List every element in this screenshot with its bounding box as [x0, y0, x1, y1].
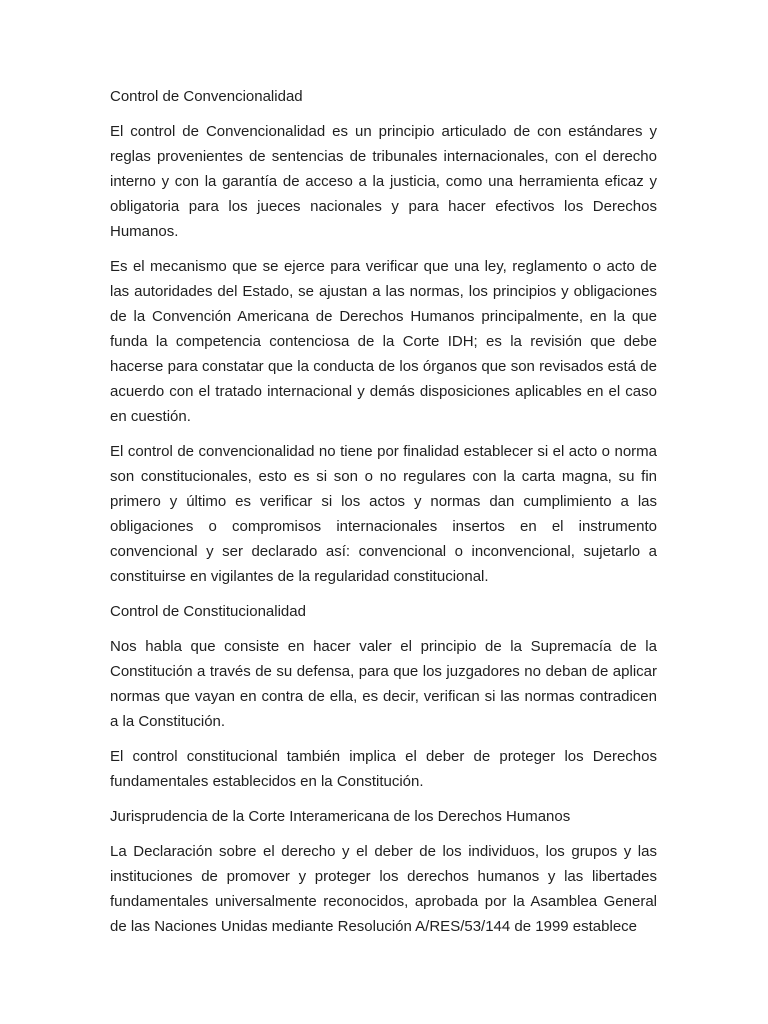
paragraph-4: Nos habla que consiste en hacer valer el principio de la Supremacía de la Constitución a través de su defensa, para que los juzgadores no deban de aplicar normas que vayan en contra de ella, es decir, verifican si las normas contradicen a la Constitución. [110, 638, 657, 730]
paragraph-2: Es el mecanismo que se ejerce para verificar que una ley, reglamento o acto de las autoridades del Estado, se ajustan a las normas, los principios y obligaciones de la Convención Americana de Derechos Humanos principalmente, en la que funda la competencia contenciosa de la Corte IDH; es la revisión que debe hacerse para constatar que la conducta de los órganos que son revisados está de acuerdo con el tratado internacional y demás disposiciones aplicables en el caso en cuestión. [110, 258, 657, 425]
paragraph-3: El control de convencionalidad no tiene por finalidad establecer si el acto o norma son constitucionales, esto es si son o no regulares con la carta magna, su fin primero y último es verificar si los actos y normas dan cumplimiento a las obligaciones o compromisos internacionales insertos en el instrumento convencional y ser declarado así: convencional o inconvencional, sujetarlo a constituirse en vigilantes de la regularidad constitucional. [110, 443, 657, 585]
paragraph-1: El control de Convencionalidad es un principio articulado de con estándares y reglas provenientes de sentencias de tribunales internacionales, con el derecho interno y con la garantía de acceso a la justicia, como una herramienta eficaz y obligatoria para los jueces nacionales y para hacer efectivos los Derechos Humanos. [110, 123, 657, 240]
paragraph-5: El control constitucional también implica el deber de proteger los Derechos fundamentales establecidos en la Constitución. [110, 748, 657, 790]
section-heading-constitucionalidad: Control de Constitucionalidad [110, 603, 306, 620]
section-heading-convencionalidad: Control de Convencionalidad [110, 88, 303, 105]
section-heading-jurisprudencia: Jurisprudencia de la Corte Interamericana de los Derechos Humanos [110, 808, 571, 825]
paragraph-6: La Declaración sobre el derecho y el deber de los individuos, los grupos y las instituciones de promover y proteger los derechos humanos y las libertades fundamentales universalmente reconocidos, aprobada por la Asamblea General de las Naciones Unidas mediante Resolución A/RES/53/144 de 1999 establece [110, 843, 657, 935]
document-page [110, 84, 657, 949]
